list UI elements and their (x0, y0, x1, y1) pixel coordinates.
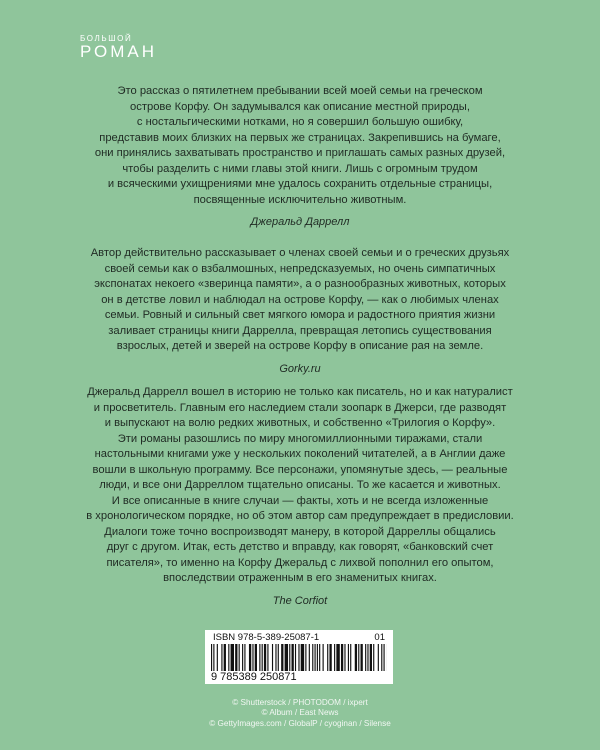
series-logo-bottom: РОМАН (80, 42, 157, 61)
blurb-line: Джеральд Даррелл вошел в историю не только как писатель, но и как натуралист (87, 386, 513, 398)
blurb-line: Это рассказ о пятилетнем пребывании всей моей семьи на греческом (117, 85, 483, 97)
credit-line: © GettyImages.com / GlobalP / cyoginan / Silense (209, 718, 391, 728)
blurb-line: настольными книгами уже у нескольких поколений читателей, а в Англии даже (94, 448, 506, 460)
blurb-attribution: The Corfiot (272, 594, 328, 607)
blurb-line: И все описанные в книге случаи — факты, хоть и не всегда изложенные (111, 494, 489, 507)
credit-line: © Shutterstock / PHOTODOM / ixpert (232, 698, 368, 707)
blurb-line: своей семьи как о взбалмошных, непредсказуемых, но очень симпатичных (104, 262, 496, 275)
barcode-bars (211, 644, 387, 671)
blurb-line: писателя», то именно на Корфу Джеральд с лихвой пополнил его опытом, (106, 556, 494, 569)
blurb-line: посвященные исключительно животным. (193, 193, 407, 206)
blurb-line: Диалоги тоже точно воспроизводят манеру, в которой Дарреллы общались (104, 525, 496, 538)
barcode-digits: 9 785389 250871 (211, 671, 297, 683)
blurb-author (0, 84, 600, 231)
blurb-line: он в детстве ловил и наблюдал на острове Корфу, — как о любимых членах (101, 293, 499, 306)
blurb-line: Эти романы разошлись по миру многомиллионными тиражами, стали (117, 432, 483, 445)
isbn-addon: 01 (374, 632, 385, 643)
blurb-line: в хронологическом порядке, но об этом автор сам предупреждает в предисловии. (86, 510, 514, 522)
blurb-gorky-text (0, 246, 600, 355)
blurb-line: впоследствии отраженным в его знаменитых книгах. (163, 572, 437, 584)
blurb-line: представив моих близких на первых же страницах. Закрепившись на бумаге, (99, 131, 501, 144)
blurb-attribution: Джеральд Даррелл (250, 216, 350, 228)
series-logo-top: БОЛЬШОЙ (80, 34, 133, 43)
blurb-attribution: Gorky.ru (279, 362, 321, 375)
blurb-line: вошли в школьную программу. Все персонажи, упомянутые здесь, — реальные (92, 463, 508, 476)
blurb-line: друг с другом. Итак, есть детство и вправду, как говорят, «банковский счет (106, 541, 494, 553)
photo-credits (0, 698, 600, 729)
blurb-gorky (0, 246, 600, 377)
blurb-line: и выпускают на волю редких животных, и собственно «Трилогия о Корфу». (104, 417, 496, 429)
blurb-line: заливает страницы книги Даррелла, превращая летопись существования (108, 324, 492, 337)
credit-line: © Album / East News (261, 708, 339, 718)
isbn-barcode (205, 630, 393, 684)
blurb-line: с ностальгическими нотками, но я совершил большую ошибку, (136, 116, 464, 128)
blurb-line: люди, и все они Дарреллом тщательно описаны. То же касается и животных. (99, 479, 501, 491)
blurb-line: и просветитель. Главным его наследием стали зоопарк в Джерси, где разводят (93, 401, 507, 414)
blurb-author-text (0, 84, 600, 208)
isbn-label: ISBN 978-5-389-25087-1 (213, 632, 320, 643)
blurb-line: и всяческими ухищрениями мне удалось сохранить отдельные страницы, (107, 178, 493, 190)
isbn-row (213, 632, 385, 643)
blurb-corfiot-text (0, 385, 600, 587)
blurb-line: они принялись захватывать пространство и приглашать самых разных друзей, (94, 147, 506, 159)
blurb-line: острове Корфу. Он задумывался как описание местной природы, (130, 100, 470, 113)
blurb-line: взрослых, детей и зверей на острове Корфу в описание рая на земле. (116, 340, 484, 352)
blurb-line: чтобы разделить с ними главы этой книги. Лишь с огромным трудом (122, 162, 478, 175)
blurb-line: экспонатах некоего «зверинца памяти», а о разнообразных животных, которых (94, 278, 506, 290)
blurb-corfiot (0, 385, 600, 609)
blurb-line: семьи. Ровный и сильный свет мягкого юмора и радостного приятия жизни (104, 309, 496, 321)
blurb-line: Автор действительно рассказывает о членах своей семьи и о греческих друзьях (90, 247, 510, 259)
